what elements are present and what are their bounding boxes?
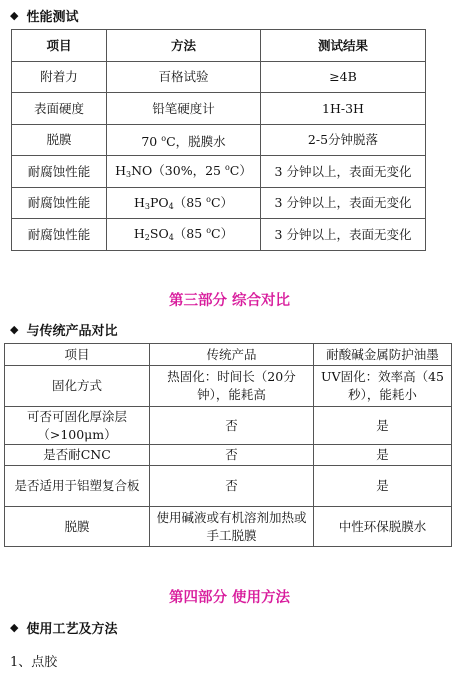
table-cell: 热固化：时间长（20分钟），能耗高 — [150, 366, 314, 407]
table-row — [12, 124, 426, 156]
header-cell: 项目 — [5, 344, 150, 366]
table-cell: 否 — [150, 445, 314, 466]
table-cell: 附着力 — [12, 61, 107, 93]
header-cell: 耐酸碱金属防护油墨 — [314, 344, 452, 366]
header-cell: 方法 — [107, 30, 261, 62]
table-cell: $H_2SO_4(85$ $^o$C） — [107, 219, 261, 251]
table-cell: 耐腐蚀性能 — [12, 219, 107, 251]
diamond-bullet-icon: ◆ — [10, 323, 19, 336]
table-cell: UV固化：效率高（45秒），能耗小 — [314, 366, 452, 407]
table-header-row — [5, 344, 452, 366]
table-row — [12, 156, 426, 188]
comparison-table — [4, 343, 452, 547]
performance-table — [11, 29, 426, 251]
table-cell: 中性环保脱膜水 — [314, 507, 452, 547]
table-cell: 脱膜 — [5, 507, 150, 547]
table-cell: 脱膜 — [12, 124, 107, 156]
header-cell: 测试结果 — [261, 30, 426, 62]
table-row — [5, 407, 452, 445]
table-header-row — [12, 30, 426, 62]
process-heading-text: 使用工艺及方法 — [26, 622, 118, 637]
table-cell: 3 分钟以上，表面无变化 — [261, 187, 426, 219]
table-cell: 是 — [314, 445, 452, 466]
diamond-bullet-icon: ◆ — [10, 9, 19, 22]
table-cell: 耐腐蚀性能 — [12, 156, 107, 188]
table-cell: 70 $^o$C，脱膜水 — [107, 124, 261, 156]
diamond-bullet-icon: ◆ — [10, 621, 19, 634]
table-row — [12, 219, 426, 251]
performance-heading-text: 性能测试 — [26, 10, 79, 25]
table-cell: $H_3NO(30\%$，25 $^o$C） — [107, 156, 261, 188]
table-row — [12, 93, 426, 125]
table-cell: 是否适用于铝塑复合板 — [5, 466, 150, 507]
table-cell: ≥4B — [261, 61, 426, 93]
comparison-heading — [10, 320, 117, 339]
comparison-heading-text: 与传统产品对比 — [26, 324, 118, 339]
table-cell: 铅笔硬度计 — [107, 93, 261, 125]
table-cell: 耐腐蚀性能 — [12, 187, 107, 219]
table-row — [5, 466, 452, 507]
table-cell: 表面硬度 — [12, 93, 107, 125]
step-one-label: 1、点胶 — [10, 655, 58, 670]
table-cell: 1H-3H — [261, 93, 426, 125]
table-cell: 2-5分钟脱落 — [261, 124, 426, 156]
header-cell: 传统产品 — [150, 344, 314, 366]
section-four-title: 第四部分 使用方法 — [168, 590, 291, 606]
table-row — [5, 507, 452, 547]
performance-heading — [10, 6, 78, 25]
table-cell: 固化方式 — [5, 366, 150, 407]
table-cell: $H_3PO_4(85$ $^o$C） — [107, 187, 261, 219]
section-three-title: 第三部分 综合对比 — [168, 293, 291, 309]
table-cell: 否 — [150, 407, 314, 445]
table-row — [5, 445, 452, 466]
table-cell: 是 — [314, 466, 452, 507]
table-cell: 百格试验 — [107, 61, 261, 93]
table-cell: 是否耐CNC — [5, 445, 150, 466]
table-cell: 是 — [314, 407, 452, 445]
header-cell: 项目 — [12, 30, 107, 62]
table-cell: 3 分钟以上，表面无变化 — [261, 219, 426, 251]
table-cell: 可否可固化厚涂层（>100μm） — [5, 407, 150, 445]
table-row — [12, 187, 426, 219]
table-cell: 3 分钟以上，表面无变化 — [261, 156, 426, 188]
table-cell: 使用碱液或有机溶剂加热或手工脱膜 — [150, 507, 314, 547]
table-cell: 否 — [150, 466, 314, 507]
table-row — [12, 61, 426, 93]
table-row — [5, 366, 452, 407]
process-heading — [10, 618, 117, 637]
